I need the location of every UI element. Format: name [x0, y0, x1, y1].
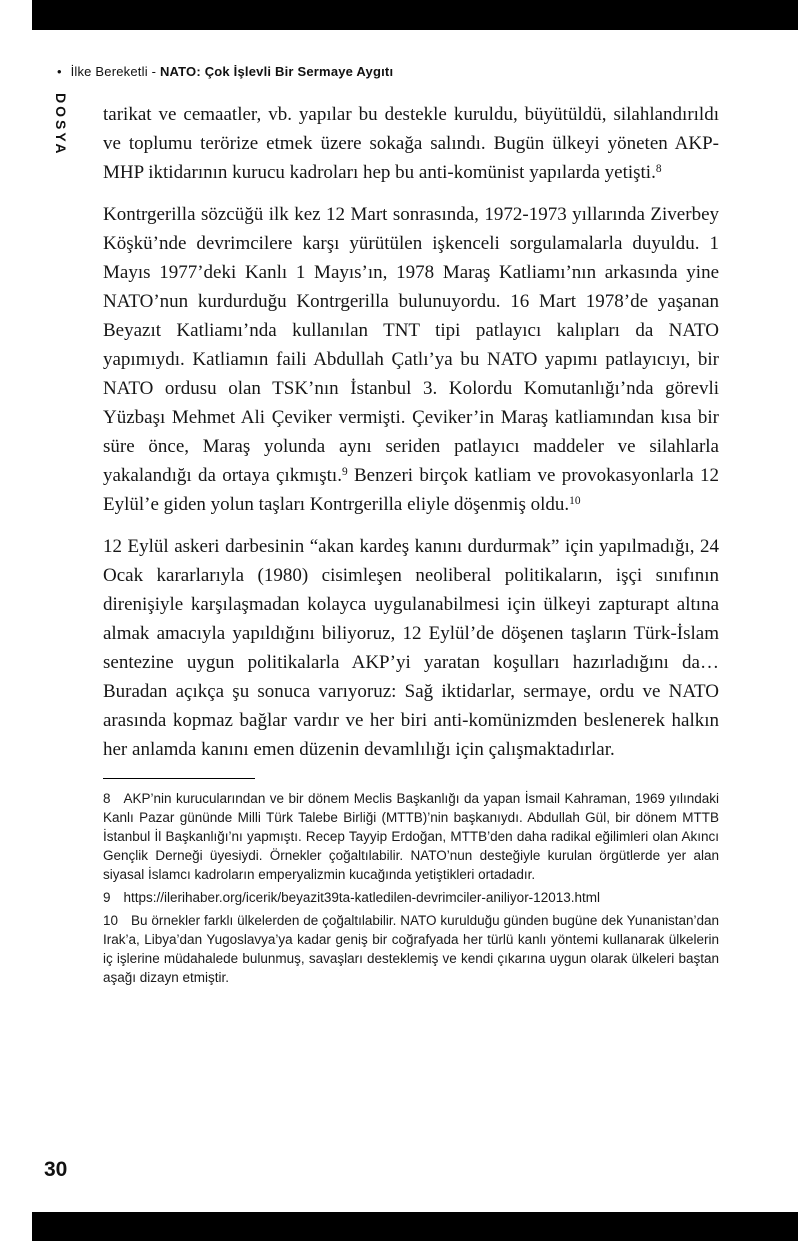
footnote-ref-10: 10 — [569, 495, 581, 508]
paragraph-text: Benzeri birçok katliam ve provokasyonlarla 12 Eylül’e giden yolun taşları Kontrgerilla eliyle döşenmiş oldu. — [103, 465, 720, 515]
footnote-text: Bu örnekler farklı ülkelerden de çoğaltılabilir. NATO kurulduğu günden bugüne dek Yunanistan’dan Irak’a, Libya’dan Yugoslavya’ya kadar geniş bir coğrafyada her türlü kanlı yöntemi kullanarak ülkelerin iç işlerine müdahalede bulunmuş, savaşları desteklemiş ve kendi çıkarına uygun olarak ülkeleri baştan aşağı dizayn etmiştir. — [103, 913, 719, 985]
text-column — [103, 100, 719, 991]
header-article-title: NATO: Çok İşlevli Bir Sermaye Aygıtı — [159, 64, 394, 79]
footnote-9 — [103, 888, 719, 907]
footnote-number: 10 — [103, 913, 119, 928]
article-body — [103, 100, 719, 764]
footnote-8 — [103, 789, 719, 884]
footnote-number: 9 — [103, 890, 111, 905]
running-header — [57, 64, 393, 79]
body-paragraph-3 — [103, 532, 719, 764]
section-label-dosya: DOSYA — [53, 93, 69, 157]
header-bullet-icon: • — [57, 64, 62, 79]
paragraph-text: tarikat ve cemaatler, vb. yapılar bu destekle kuruldu, büyütüldü, silahlandırıldı ve toplumu terörize etmek üzere sokağa salındı. Bugün ülkeyi yöneten AKP-MHP iktidarının kurucu kadroları hep bu anti-komünist yapılarda yetişti. — [103, 104, 719, 183]
paragraph-text: Kontrgerilla sözcüğü ilk kez 12 Mart sonrasında, 1972-1973 yıllarında Ziverbey Köşkü’nde devrimcilere karşı yürütülen işkenceli sorgulamalarla duyuldu. 1 Mayıs 1977’deki Kanlı 1 Mayıs’ın, 1978 Maraş Katliamı’nın arkasında yine NATO’nun kurdurduğu Kontrgerilla bulunuyordu. 16 Mart 1978’de yaşanan Beyazıt Katliamı’nda kullanılan TNT tipi patlayıcı kalıpları da NATO yapımıydı. Katliamın faili Abdullah Çatlı’ya bu NATO yapımı patlayıcıyı, bir NATO ordusu olan TSK’nın İstanbul 3. Kolordu Komutanlığı’nda görevli Yüzbaşı Mehmet Ali Çeviker vermişti. Çeviker’in Maraş katliamından kısa bir süre önce, Maraş yolunda aynı seriden patlayıcı maddeler ve silahlarla yakalandığı da ortaya çıkmıştı. — [103, 204, 719, 486]
body-paragraph-1 — [103, 100, 719, 187]
body-paragraph-2 — [103, 200, 719, 519]
footnote-number: 8 — [103, 791, 111, 806]
footnote-ref-8: 8 — [655, 163, 662, 176]
paragraph-text: 12 Eylül askeri darbesinin “akan kardeş kanını durdurmak” için yapılmadığı, 24 Ocak kararlarıyla (1980) cisimleşen neoliberal politikaların, işçi sınıfının direnişiyle karşılaşmadan kolayca uygulanabilmesi için ülkeyi zapturapt altına almak amacıyla yapıldığını biliyoruz, 12 Eylül’de döşenen taşların Türk-İslam sentezine uygun politikalarla AKP’yi yaratan koşulları hazırladığını da… Buradan açıkça şu sonuca varıyoruz: Sağ iktidarlar, sermaye, ordu ve NATO arasında kopmaz bağlar vardır ve her biri anti-komünizmden beslenerek halkın her anlamda kanını emen düzenin devamlılığı için çalışmaktadırlar. — [103, 536, 719, 760]
top-black-bar — [32, 0, 798, 30]
header-author: İlke Bereketli - — [70, 64, 160, 79]
page-number: 30 — [44, 1158, 68, 1181]
footnote-url-text: https://ilerihaber.org/icerik/beyazit39ta-katledilen-devrimciler-aniliyor-12013.html — [123, 890, 600, 905]
footnotes-section — [103, 778, 719, 987]
footnote-text: AKP’nin kurucularından ve bir dönem Meclis Başkanlığı da yapan İsmail Kahraman, 1969 yılındaki Kanlı Pazar gününde Milli Türk Talebe Birliği (MTTB)’nin başkanıydı. Abdullah Gül, bir dönem MTTB İstanbul İl Başkanlığı’nı yapmıştı. Recep Tayyip Erdoğan, MTTB’den daha radikal eğilimleri olan Akıncı Gençlik Derneği üyesiydi. Örnekler çoğaltılabilir. NATO’nun desteğiyle kurulan örgütlerde yer alan siyasal İslamcı kadroların emperyalizmin kucağında yetiştikleri ortadadır. — [103, 791, 719, 882]
bottom-black-bar — [32, 1212, 798, 1241]
footnote-10 — [103, 911, 719, 987]
footnote-divider — [103, 778, 255, 779]
footnote-ref-9: 9 — [341, 466, 348, 479]
